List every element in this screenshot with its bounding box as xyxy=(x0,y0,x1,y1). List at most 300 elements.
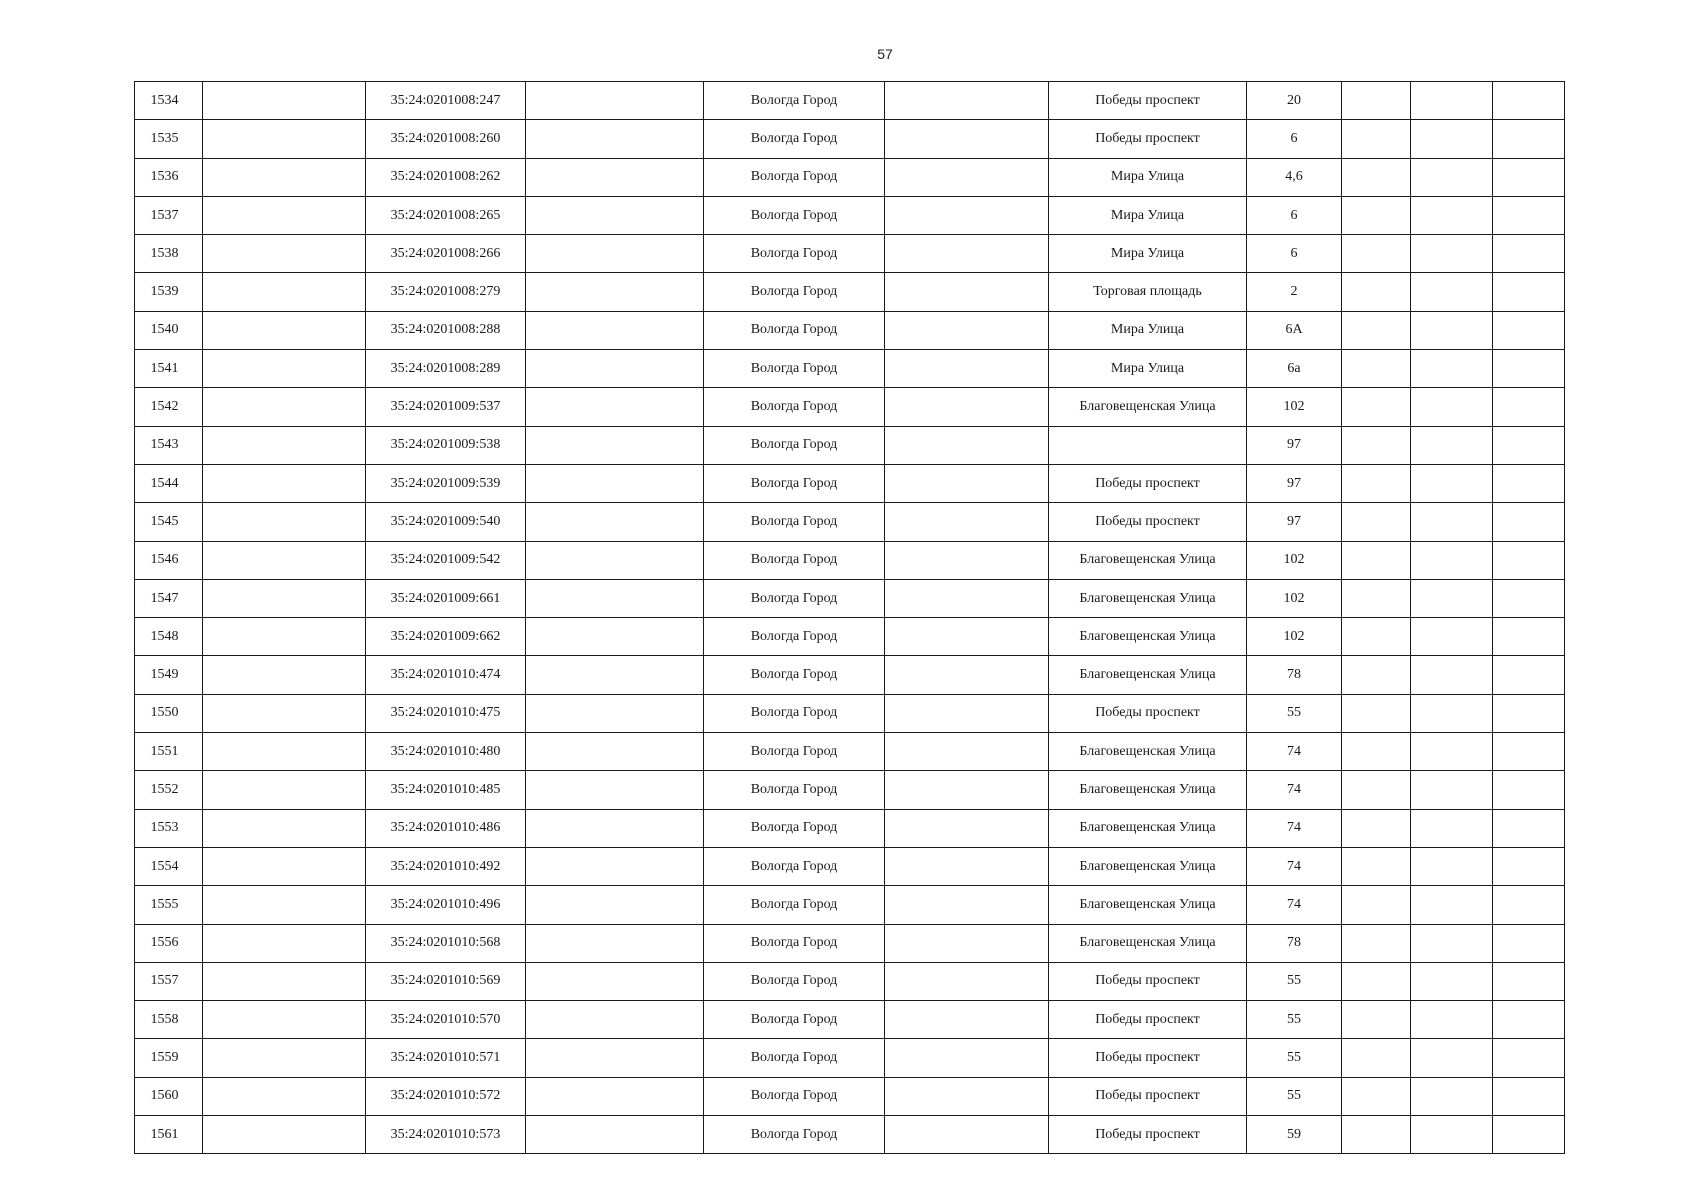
empty-cell xyxy=(203,120,366,158)
empty-cell xyxy=(1493,388,1565,426)
house-number-cell: 6 xyxy=(1247,196,1342,234)
empty-cell xyxy=(885,962,1049,1000)
empty-cell xyxy=(526,962,704,1000)
row-number-cell: 1558 xyxy=(135,1001,203,1039)
empty-cell xyxy=(526,350,704,388)
empty-cell xyxy=(1493,809,1565,847)
cadastral-number-cell: 35:24:0201010:496 xyxy=(366,886,526,924)
empty-cell xyxy=(526,771,704,809)
empty-cell xyxy=(526,1116,704,1154)
street-cell: Победы проспект xyxy=(1049,1077,1247,1115)
empty-cell xyxy=(1493,1001,1565,1039)
empty-cell xyxy=(1342,618,1411,656)
empty-cell xyxy=(1342,158,1411,196)
empty-cell xyxy=(526,886,704,924)
city-cell: Вологда Город xyxy=(704,962,885,1000)
house-number-cell: 102 xyxy=(1247,541,1342,579)
table-row xyxy=(135,1116,1565,1154)
street-cell: Благовещенская Улица xyxy=(1049,771,1247,809)
empty-cell xyxy=(203,1039,366,1077)
row-number-cell: 1539 xyxy=(135,273,203,311)
empty-cell xyxy=(1342,886,1411,924)
cadastral-number-cell: 35:24:0201009:542 xyxy=(366,541,526,579)
empty-cell xyxy=(1342,196,1411,234)
table-row xyxy=(135,235,1565,273)
empty-cell xyxy=(885,656,1049,694)
table-row xyxy=(135,1077,1565,1115)
street-cell: Благовещенская Улица xyxy=(1049,541,1247,579)
row-number-cell: 1551 xyxy=(135,733,203,771)
city-cell: Вологда Город xyxy=(704,1077,885,1115)
cadastral-number-cell: 35:24:0201008:247 xyxy=(366,82,526,120)
empty-cell xyxy=(203,196,366,234)
empty-cell xyxy=(203,656,366,694)
empty-cell xyxy=(1411,120,1493,158)
street-cell: Мира Улица xyxy=(1049,196,1247,234)
empty-cell xyxy=(1493,1039,1565,1077)
empty-cell xyxy=(885,426,1049,464)
empty-cell xyxy=(526,1039,704,1077)
house-number-cell: 97 xyxy=(1247,503,1342,541)
empty-cell xyxy=(1342,579,1411,617)
empty-cell xyxy=(1493,120,1565,158)
street-cell: Победы проспект xyxy=(1049,120,1247,158)
city-cell: Вологда Город xyxy=(704,886,885,924)
city-cell: Вологда Город xyxy=(704,656,885,694)
house-number-cell: 97 xyxy=(1247,464,1342,502)
empty-cell xyxy=(1342,503,1411,541)
table-row xyxy=(135,388,1565,426)
street-cell: Мира Улица xyxy=(1049,311,1247,349)
row-number-cell: 1544 xyxy=(135,464,203,502)
empty-cell xyxy=(1493,426,1565,464)
empty-cell xyxy=(1342,1116,1411,1154)
cadastral-number-cell: 35:24:0201010:570 xyxy=(366,1001,526,1039)
cadastral-number-cell: 35:24:0201010:569 xyxy=(366,962,526,1000)
house-number-cell: 6 xyxy=(1247,235,1342,273)
street-cell: Благовещенская Улица xyxy=(1049,579,1247,617)
empty-cell xyxy=(526,618,704,656)
empty-cell xyxy=(885,196,1049,234)
empty-cell xyxy=(526,158,704,196)
street-cell: Победы проспект xyxy=(1049,1116,1247,1154)
house-number-cell: 55 xyxy=(1247,1039,1342,1077)
empty-cell xyxy=(1411,886,1493,924)
empty-cell xyxy=(1342,656,1411,694)
street-cell: Благовещенская Улица xyxy=(1049,847,1247,885)
row-number-cell: 1561 xyxy=(135,1116,203,1154)
table-row xyxy=(135,771,1565,809)
city-cell: Вологда Город xyxy=(704,579,885,617)
empty-cell xyxy=(1411,809,1493,847)
street-cell: Благовещенская Улица xyxy=(1049,886,1247,924)
city-cell: Вологда Город xyxy=(704,311,885,349)
table-row xyxy=(135,158,1565,196)
house-number-cell: 78 xyxy=(1247,656,1342,694)
cadastral-number-cell: 35:24:0201008:260 xyxy=(366,120,526,158)
cadastral-number-cell: 35:24:0201008:289 xyxy=(366,350,526,388)
city-cell: Вологда Город xyxy=(704,350,885,388)
cadastral-number-cell: 35:24:0201008:279 xyxy=(366,273,526,311)
table-row xyxy=(135,350,1565,388)
row-number-cell: 1538 xyxy=(135,235,203,273)
empty-cell xyxy=(526,273,704,311)
table-row xyxy=(135,120,1565,158)
empty-cell xyxy=(1493,235,1565,273)
table-row xyxy=(135,196,1565,234)
cadastral-number-cell: 35:24:0201010:573 xyxy=(366,1116,526,1154)
empty-cell xyxy=(526,464,704,502)
empty-cell xyxy=(526,1077,704,1115)
house-number-cell: 6А xyxy=(1247,311,1342,349)
empty-cell xyxy=(1411,82,1493,120)
empty-cell xyxy=(203,809,366,847)
street-cell: Мира Улица xyxy=(1049,350,1247,388)
empty-cell xyxy=(885,541,1049,579)
empty-cell xyxy=(1342,235,1411,273)
empty-cell xyxy=(526,426,704,464)
street-cell: Победы проспект xyxy=(1049,82,1247,120)
street-cell: Благовещенская Улица xyxy=(1049,618,1247,656)
street-cell: Победы проспект xyxy=(1049,503,1247,541)
table-row xyxy=(135,273,1565,311)
empty-cell xyxy=(1493,350,1565,388)
empty-cell xyxy=(526,809,704,847)
empty-cell xyxy=(526,82,704,120)
cadastral-number-cell: 35:24:0201008:262 xyxy=(366,158,526,196)
house-number-cell: 102 xyxy=(1247,618,1342,656)
empty-cell xyxy=(203,388,366,426)
row-number-cell: 1535 xyxy=(135,120,203,158)
street-cell: Победы проспект xyxy=(1049,464,1247,502)
empty-cell xyxy=(1342,464,1411,502)
table-row xyxy=(135,886,1565,924)
empty-cell xyxy=(1411,924,1493,962)
cadastral-number-cell: 35:24:0201009:540 xyxy=(366,503,526,541)
empty-cell xyxy=(1342,694,1411,732)
cadastral-number-cell: 35:24:0201009:539 xyxy=(366,464,526,502)
house-number-cell: 74 xyxy=(1247,733,1342,771)
house-number-cell: 102 xyxy=(1247,579,1342,617)
empty-cell xyxy=(1342,962,1411,1000)
empty-cell xyxy=(203,733,366,771)
row-number-cell: 1545 xyxy=(135,503,203,541)
empty-cell xyxy=(203,618,366,656)
table-row xyxy=(135,311,1565,349)
empty-cell xyxy=(1411,235,1493,273)
empty-cell xyxy=(203,579,366,617)
empty-cell xyxy=(203,1077,366,1115)
empty-cell xyxy=(885,809,1049,847)
empty-cell xyxy=(1342,388,1411,426)
row-number-cell: 1541 xyxy=(135,350,203,388)
city-cell: Вологда Город xyxy=(704,503,885,541)
empty-cell xyxy=(885,82,1049,120)
row-number-cell: 1537 xyxy=(135,196,203,234)
house-number-cell: 2 xyxy=(1247,273,1342,311)
table-body xyxy=(135,82,1565,1154)
cadastral-number-cell: 35:24:0201010:480 xyxy=(366,733,526,771)
house-number-cell: 55 xyxy=(1247,1077,1342,1115)
empty-cell xyxy=(203,541,366,579)
empty-cell xyxy=(1411,464,1493,502)
row-number-cell: 1543 xyxy=(135,426,203,464)
empty-cell xyxy=(1342,350,1411,388)
city-cell: Вологда Город xyxy=(704,733,885,771)
street-cell: Победы проспект xyxy=(1049,1001,1247,1039)
city-cell: Вологда Город xyxy=(704,273,885,311)
table-row xyxy=(135,656,1565,694)
empty-cell xyxy=(203,158,366,196)
empty-cell xyxy=(1411,1077,1493,1115)
empty-cell xyxy=(1493,694,1565,732)
empty-cell xyxy=(203,1001,366,1039)
empty-cell xyxy=(526,503,704,541)
empty-cell xyxy=(203,847,366,885)
empty-cell xyxy=(885,924,1049,962)
street-cell: Благовещенская Улица xyxy=(1049,924,1247,962)
street-cell: Победы проспект xyxy=(1049,694,1247,732)
empty-cell xyxy=(1493,962,1565,1000)
row-number-cell: 1556 xyxy=(135,924,203,962)
empty-cell xyxy=(1411,388,1493,426)
empty-cell xyxy=(885,1001,1049,1039)
house-number-cell: 74 xyxy=(1247,771,1342,809)
city-cell: Вологда Город xyxy=(704,158,885,196)
empty-cell xyxy=(526,656,704,694)
house-number-cell: 78 xyxy=(1247,924,1342,962)
street-cell: Мира Улица xyxy=(1049,235,1247,273)
empty-cell xyxy=(1411,541,1493,579)
empty-cell xyxy=(203,886,366,924)
empty-cell xyxy=(526,541,704,579)
street-cell: Благовещенская Улица xyxy=(1049,733,1247,771)
empty-cell xyxy=(885,388,1049,426)
empty-cell xyxy=(1411,694,1493,732)
empty-cell xyxy=(1411,962,1493,1000)
house-number-cell: 74 xyxy=(1247,886,1342,924)
empty-cell xyxy=(1493,196,1565,234)
cadastral-number-cell: 35:24:0201010:485 xyxy=(366,771,526,809)
empty-cell xyxy=(1342,733,1411,771)
empty-cell xyxy=(526,388,704,426)
empty-cell xyxy=(1342,847,1411,885)
empty-cell xyxy=(1411,158,1493,196)
row-number-cell: 1549 xyxy=(135,656,203,694)
empty-cell xyxy=(1411,733,1493,771)
street-cell xyxy=(1049,426,1247,464)
empty-cell xyxy=(885,1039,1049,1077)
row-number-cell: 1557 xyxy=(135,962,203,1000)
empty-cell xyxy=(1342,426,1411,464)
table-row xyxy=(135,733,1565,771)
city-cell: Вологда Город xyxy=(704,771,885,809)
cadastral-number-cell: 35:24:0201010:475 xyxy=(366,694,526,732)
empty-cell xyxy=(1493,464,1565,502)
cadastral-number-cell: 35:24:0201008:265 xyxy=(366,196,526,234)
empty-cell xyxy=(203,235,366,273)
empty-cell xyxy=(1342,809,1411,847)
city-cell: Вологда Город xyxy=(704,1001,885,1039)
empty-cell xyxy=(1493,82,1565,120)
cadastral-number-cell: 35:24:0201010:572 xyxy=(366,1077,526,1115)
empty-cell xyxy=(1411,350,1493,388)
empty-cell xyxy=(1411,1039,1493,1077)
table-row xyxy=(135,618,1565,656)
city-cell: Вологда Город xyxy=(704,618,885,656)
empty-cell xyxy=(1411,196,1493,234)
empty-cell xyxy=(885,311,1049,349)
empty-cell xyxy=(1342,1001,1411,1039)
table-row xyxy=(135,426,1565,464)
empty-cell xyxy=(203,350,366,388)
empty-cell xyxy=(885,235,1049,273)
cadastral-number-cell: 35:24:0201008:266 xyxy=(366,235,526,273)
empty-cell xyxy=(1493,924,1565,962)
empty-cell xyxy=(526,924,704,962)
empty-cell xyxy=(885,733,1049,771)
empty-cell xyxy=(203,1116,366,1154)
empty-cell xyxy=(1493,158,1565,196)
cadastral-number-cell: 35:24:0201010:568 xyxy=(366,924,526,962)
city-cell: Вологда Город xyxy=(704,924,885,962)
table-row xyxy=(135,1039,1565,1077)
row-number-cell: 1555 xyxy=(135,886,203,924)
empty-cell xyxy=(885,503,1049,541)
row-number-cell: 1548 xyxy=(135,618,203,656)
registry-table xyxy=(134,81,1565,1154)
row-number-cell: 1560 xyxy=(135,1077,203,1115)
row-number-cell: 1534 xyxy=(135,82,203,120)
empty-cell xyxy=(526,694,704,732)
house-number-cell: 59 xyxy=(1247,1116,1342,1154)
house-number-cell: 74 xyxy=(1247,809,1342,847)
table-row xyxy=(135,809,1565,847)
house-number-cell: 55 xyxy=(1247,694,1342,732)
empty-cell xyxy=(1342,771,1411,809)
empty-cell xyxy=(203,694,366,732)
empty-cell xyxy=(1411,503,1493,541)
table-row xyxy=(135,694,1565,732)
house-number-cell: 55 xyxy=(1247,962,1342,1000)
row-number-cell: 1536 xyxy=(135,158,203,196)
empty-cell xyxy=(1493,503,1565,541)
city-cell: Вологда Город xyxy=(704,196,885,234)
page-number: 57 xyxy=(877,46,893,62)
empty-cell xyxy=(885,120,1049,158)
street-cell: Благовещенская Улица xyxy=(1049,809,1247,847)
empty-cell xyxy=(1493,1077,1565,1115)
empty-cell xyxy=(885,1116,1049,1154)
table-row xyxy=(135,464,1565,502)
house-number-cell: 4,6 xyxy=(1247,158,1342,196)
table-row xyxy=(135,541,1565,579)
empty-cell xyxy=(885,273,1049,311)
empty-cell xyxy=(1342,1077,1411,1115)
empty-cell xyxy=(885,158,1049,196)
table-row xyxy=(135,962,1565,1000)
row-number-cell: 1550 xyxy=(135,694,203,732)
cadastral-number-cell: 35:24:0201009:662 xyxy=(366,618,526,656)
row-number-cell: 1552 xyxy=(135,771,203,809)
empty-cell xyxy=(1493,656,1565,694)
house-number-cell: 6а xyxy=(1247,350,1342,388)
empty-cell xyxy=(885,350,1049,388)
empty-cell xyxy=(1411,426,1493,464)
row-number-cell: 1554 xyxy=(135,847,203,885)
empty-cell xyxy=(203,771,366,809)
cadastral-number-cell: 35:24:0201009:537 xyxy=(366,388,526,426)
city-cell: Вологда Город xyxy=(704,694,885,732)
city-cell: Вологда Город xyxy=(704,1039,885,1077)
cadastral-number-cell: 35:24:0201010:492 xyxy=(366,847,526,885)
house-number-cell: 102 xyxy=(1247,388,1342,426)
empty-cell xyxy=(885,618,1049,656)
city-cell: Вологда Город xyxy=(704,120,885,158)
empty-cell xyxy=(1411,273,1493,311)
cadastral-number-cell: 35:24:0201009:661 xyxy=(366,579,526,617)
cadastral-number-cell: 35:24:0201010:474 xyxy=(366,656,526,694)
empty-cell xyxy=(885,579,1049,617)
empty-cell xyxy=(526,579,704,617)
house-number-cell: 20 xyxy=(1247,82,1342,120)
empty-cell xyxy=(203,962,366,1000)
street-cell: Победы проспект xyxy=(1049,962,1247,1000)
empty-cell xyxy=(526,311,704,349)
table-row xyxy=(135,503,1565,541)
empty-cell xyxy=(1342,273,1411,311)
row-number-cell: 1542 xyxy=(135,388,203,426)
table-row xyxy=(135,1001,1565,1039)
empty-cell xyxy=(885,886,1049,924)
city-cell: Вологда Город xyxy=(704,235,885,273)
table-row xyxy=(135,579,1565,617)
empty-cell xyxy=(1411,1001,1493,1039)
empty-cell xyxy=(1493,771,1565,809)
city-cell: Вологда Город xyxy=(704,426,885,464)
house-number-cell: 6 xyxy=(1247,120,1342,158)
house-number-cell: 97 xyxy=(1247,426,1342,464)
city-cell: Вологда Город xyxy=(704,809,885,847)
empty-cell xyxy=(1493,733,1565,771)
row-number-cell: 1540 xyxy=(135,311,203,349)
row-number-cell: 1559 xyxy=(135,1039,203,1077)
empty-cell xyxy=(1493,1116,1565,1154)
empty-cell xyxy=(1493,886,1565,924)
empty-cell xyxy=(526,847,704,885)
street-cell: Мира Улица xyxy=(1049,158,1247,196)
city-cell: Вологда Город xyxy=(704,464,885,502)
table-row xyxy=(135,82,1565,120)
empty-cell xyxy=(1493,311,1565,349)
cadastral-number-cell: 35:24:0201010:571 xyxy=(366,1039,526,1077)
empty-cell xyxy=(885,464,1049,502)
empty-cell xyxy=(203,82,366,120)
table-row xyxy=(135,924,1565,962)
empty-cell xyxy=(1493,618,1565,656)
empty-cell xyxy=(1342,1039,1411,1077)
table-row xyxy=(135,847,1565,885)
city-cell: Вологда Город xyxy=(704,388,885,426)
cadastral-number-cell: 35:24:0201010:486 xyxy=(366,809,526,847)
empty-cell xyxy=(1493,579,1565,617)
city-cell: Вологда Город xyxy=(704,82,885,120)
cadastral-number-cell: 35:24:0201009:538 xyxy=(366,426,526,464)
empty-cell xyxy=(885,771,1049,809)
empty-cell xyxy=(1342,311,1411,349)
empty-cell xyxy=(885,1077,1049,1115)
house-number-cell: 74 xyxy=(1247,847,1342,885)
